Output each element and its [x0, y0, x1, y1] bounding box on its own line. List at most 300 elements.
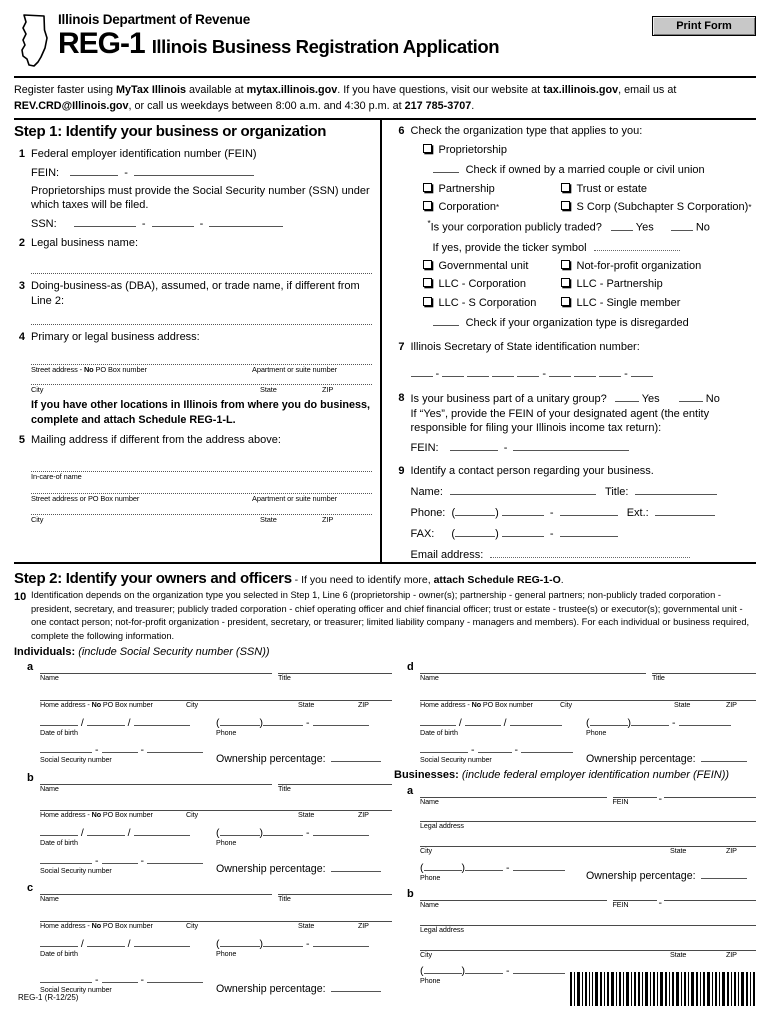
ind-b-name-caption: Name	[40, 783, 59, 793]
q2-number: 2	[18, 237, 25, 250]
biz-a-phone-area-input[interactable]	[424, 860, 462, 871]
disregarded-row	[411, 315, 757, 331]
ind-a-name-caption: Name	[40, 673, 59, 683]
q5-apt-caption: Apartment or suite number	[252, 493, 337, 503]
ind-d-ssn2-input[interactable]	[478, 742, 512, 753]
contact-fax-area-input[interactable]	[455, 526, 495, 537]
sos-number-inputs: - - -	[411, 366, 757, 382]
contact-name-label: Name:	[410, 486, 443, 499]
ind-a-ssn3-input[interactable]	[147, 742, 203, 753]
ind-b-title-caption: Title	[278, 783, 291, 793]
ind-a-home-no: No	[91, 699, 102, 709]
ind-a-ownership-input[interactable]	[331, 751, 381, 762]
disregarded-checkline[interactable]	[433, 315, 459, 326]
ind-c-ssn3-input[interactable]	[147, 972, 203, 983]
publicly-traded-yes-input[interactable]	[611, 220, 633, 231]
ind-b-phone-caption: Phone	[216, 838, 237, 848]
ind-d-name-caption: Name	[420, 673, 439, 683]
form-header	[14, 0, 756, 70]
agent-fein-suffix-input[interactable]	[513, 440, 629, 451]
sos-input-9[interactable]	[631, 366, 653, 377]
biz-b-legal-address-caption: Legal address	[420, 925, 464, 935]
ind-a-phone-area-input[interactable]	[220, 715, 260, 726]
contact-phone-label: Phone:	[410, 506, 446, 519]
label-llc-partnership: LLC - Partnership	[576, 278, 663, 291]
sos-input-4[interactable]	[492, 366, 514, 377]
ind-c-ownership-label: Ownership percentage:	[216, 982, 326, 995]
contact-fax-suffix-input[interactable]	[560, 526, 618, 537]
businesses-heading	[394, 769, 756, 781]
sos-input-2[interactable]	[442, 366, 464, 377]
checkbox-row-proprietorship	[411, 143, 757, 158]
biz-b-fein-caption: FEIN	[612, 900, 629, 910]
biz-b-fein-suffix-input[interactable]	[664, 889, 756, 901]
form-number: REG-1	[58, 26, 145, 60]
label-publicly-traded: Is your corporation publicly traded?	[430, 221, 602, 234]
illinois-state-outline-icon	[14, 12, 56, 70]
checkbox-trust-or-estate[interactable]	[561, 183, 570, 192]
step2-subtitle-schedule: attach Schedule REG-1-O	[433, 574, 561, 587]
contact-email-input[interactable]	[490, 547, 690, 558]
ind-b-ssn1-input[interactable]	[40, 853, 92, 864]
checkbox-row-llc-scorp-single	[411, 296, 757, 311]
step2-title-row	[14, 567, 756, 589]
fein-suffix-input[interactable]	[134, 165, 254, 176]
q9-number: 9	[398, 465, 405, 478]
ind-b-city-caption: City	[186, 810, 198, 820]
ind-c-home-no: No	[91, 921, 102, 931]
sos-input-3[interactable]	[467, 366, 489, 377]
ind-a-ssn2-input[interactable]	[102, 742, 138, 753]
agent-fein-prefix-input[interactable]	[450, 440, 498, 451]
sos-input-7[interactable]	[574, 366, 596, 377]
label-disregarded: Check if your organization type is disregarded	[465, 317, 689, 330]
intro-text-5: , or call us weekdays between 8:00 a.m. and 4:30 p.m. at	[128, 99, 405, 112]
biz-a-state-caption: State	[670, 846, 687, 856]
q2-label: Legal business name:	[31, 237, 139, 250]
biz-b-phone-area-input[interactable]	[424, 963, 462, 974]
intro-text-2: available at	[186, 84, 247, 96]
ind-b-dob-month-input[interactable]	[40, 825, 78, 836]
ind-d-name-input[interactable]	[420, 662, 646, 674]
barcode-icon	[568, 972, 756, 1006]
q8-fein-label: FEIN:	[410, 442, 439, 455]
individuals-note: (include Social Security number (SSN))	[78, 646, 270, 659]
q7-label: Illinois Secretary of State identification number:	[410, 341, 640, 354]
ind-b-ownership-label: Ownership percentage:	[216, 863, 326, 876]
ind-a-home-post: PO Box number	[101, 699, 153, 709]
ind-d-phone-suffix-input[interactable]	[679, 715, 731, 726]
fein-prefix-input[interactable]	[70, 165, 118, 176]
unitary-no-input[interactable]	[679, 391, 703, 402]
individual-entry-c: c Name Title Home address - No PO Box number City State ZIP / / Date of birth ( ) - Phone - - Social Security number Ownership percentage:	[40, 883, 392, 995]
ind-b-home-post: PO Box number	[101, 810, 153, 820]
biz-a-phone-prefix-input[interactable]	[465, 860, 503, 871]
ind-c-ssn-caption: Social Security number	[40, 985, 112, 995]
ind-c-phone-area-input[interactable]	[220, 936, 260, 947]
ind-a-home-caption	[40, 701, 186, 710]
q4-street-caption	[31, 365, 252, 374]
ind-c-ssn2-input[interactable]	[102, 972, 138, 983]
q4-label: Primary or legal business address:	[31, 330, 200, 343]
q3-label: Doing-business-as (DBA), assumed, or trade name, if different from Line 2:	[31, 280, 360, 307]
checkbox-governmental-unit[interactable]	[423, 260, 432, 269]
individual-entry-d: d Name Title Home address - No PO Box number City State ZIP / / Date of birth ( ) - Phone - - Social Security number Ownership percentage:	[420, 662, 756, 765]
q4-apt-caption: Apartment or suite number	[252, 364, 337, 374]
biz-a-zip-caption: ZIP	[726, 846, 737, 856]
ind-d-dob-caption: Date of birth	[420, 727, 458, 737]
ind-b-zip-caption: ZIP	[358, 810, 369, 820]
biz-b-city-input[interactable]	[420, 939, 756, 951]
married-couple-checkline[interactable]	[433, 162, 459, 173]
q1-number: 1	[18, 148, 25, 161]
biz-a-ownership-input[interactable]	[701, 868, 747, 879]
ind-b-ssn3-input[interactable]	[147, 853, 203, 864]
question-2	[14, 236, 372, 274]
checkbox-proprietorship[interactable]	[423, 144, 432, 153]
q6-number: 6	[398, 125, 405, 138]
ind-c-title-caption: Title	[278, 894, 291, 904]
step1-right-column	[382, 120, 757, 562]
ticker-row	[411, 240, 757, 256]
q4-city-caption: City	[31, 384, 44, 394]
ind-c-state-caption: State	[298, 921, 315, 931]
ind-b-state-caption: State	[298, 810, 315, 820]
ind-a-dob-caption: Date of birth	[40, 727, 78, 737]
label-publicly-traded-yes: Yes	[635, 221, 654, 234]
q5-number: 5	[18, 434, 25, 447]
ind-b-dob-caption: Date of birth	[40, 838, 78, 848]
ind-c-ownership-input[interactable]	[331, 981, 381, 992]
unitary-yes-input[interactable]	[615, 391, 639, 402]
ind-d-ownership-label: Ownership percentage:	[586, 752, 696, 765]
ind-a-home-pre: Home address -	[40, 699, 92, 709]
ind-b-ownership-input[interactable]	[331, 861, 381, 872]
ind-a-ssn-caption: Social Security number	[40, 755, 112, 765]
business-entry-a: a Name FEIN - Legal address City State ZIP ( ) - Phone Ownership percentage:	[420, 786, 756, 883]
individual-letter-d: d	[407, 661, 414, 674]
business-letter-a: a	[407, 784, 414, 797]
ind-d-phone-caption: Phone	[586, 727, 607, 737]
checkbox-llc-corporation[interactable]	[423, 278, 432, 287]
contact-name-input[interactable]	[450, 484, 596, 495]
ind-d-state-caption: State	[674, 699, 691, 709]
checkbox-llc-partnership[interactable]	[561, 278, 570, 287]
form-revision-code: REG-1 (R-12/25)	[18, 993, 79, 1002]
legal-business-name-input[interactable]	[31, 273, 372, 274]
q1-ssn-note: Proprietorships must provide the Social Security number (SSN) under which taxes will be filed.	[31, 184, 370, 212]
ind-a-phone-suffix-input[interactable]	[313, 715, 369, 726]
question-7	[394, 340, 757, 382]
ind-b-title-input[interactable]	[278, 773, 392, 785]
q1-fein-label: FEIN:	[31, 167, 60, 180]
label-llc-corporation: LLC - Corporation	[438, 278, 526, 291]
sos-input-6[interactable]	[549, 366, 571, 377]
sos-input-5[interactable]	[517, 366, 539, 377]
contact-phone-suffix-input[interactable]	[560, 505, 618, 516]
label-llc-s-corporation: LLC - S Corporation	[438, 296, 537, 309]
intro-text-3: . If you have questions, visit our website at	[337, 84, 544, 96]
biz-b-zip-caption: ZIP	[726, 949, 737, 959]
q4-state-caption: State	[260, 384, 277, 394]
ind-b-home-pre: Home address -	[40, 810, 92, 820]
question-3	[14, 279, 372, 325]
label-ticker-symbol: If yes, provide the ticker symbol	[432, 241, 587, 254]
print-form-button[interactable]: Print Form	[652, 16, 756, 36]
department-name: Illinois Department of Revenue	[58, 12, 251, 27]
q10-number: 10	[14, 591, 27, 604]
q10-instructions: Identification depends on the organization type you selected in Step 1, Line 6 (proprietorship - owner(s); partnership - general partners; non-publicly traded corporation - president, secretary, and treasurer; publicly traded corporation - chief operating officer and chief financial officer; trust or estate - trustee(s) or executor(s); governmental unit - one contact person; not-for-profit organization - president, secretary, or treasurer; limited liability company - managers and members). For each individual or business required, complete the following information.	[31, 590, 750, 641]
ind-b-ssn-caption: Social Security number	[40, 865, 112, 875]
label-trust-or-estate: Trust or estate	[576, 182, 648, 195]
q4-other-locations-note: If you have other locations in Illinois from where you do business, complete and attach Schedule REG-1-L.	[31, 399, 370, 427]
ind-c-dob-month-input[interactable]	[40, 936, 78, 947]
q5-zip-caption: ZIP	[322, 514, 334, 524]
publicly-traded-no-input[interactable]	[671, 220, 693, 231]
ssn-part3-input[interactable]	[209, 216, 283, 227]
ind-c-city-caption: City	[186, 921, 198, 931]
ind-b-dob-year-input[interactable]	[134, 825, 190, 836]
form-title: Illinois Business Registration Application	[151, 35, 500, 57]
ind-d-home-pre: Home address -	[420, 699, 472, 709]
checkbox-not-for-profit[interactable]	[561, 260, 570, 269]
ind-d-ssn-caption: Social Security number	[420, 755, 492, 765]
label-unitary-yes: Yes	[641, 392, 660, 405]
ind-c-name-caption: Name	[40, 894, 59, 904]
ind-c-home-caption	[40, 922, 186, 931]
street-cap-pre: Street address -	[31, 364, 84, 374]
checkbox-row-corporation-scorp	[411, 200, 757, 215]
ind-c-phone-prefix-input[interactable]	[263, 936, 303, 947]
ssn-part1-input[interactable]	[74, 216, 136, 227]
intro-text-6: .	[471, 99, 475, 112]
ind-b-name-input[interactable]	[40, 773, 272, 785]
ind-c-phone-suffix-input[interactable]	[313, 936, 369, 947]
q5-state-caption: State	[260, 514, 277, 524]
intro-text-1: Register faster using	[14, 84, 117, 96]
question-8: 8 Is your business part of a unitary group? Yes No If “Yes”, provide the FEIN of your designated agent (the entity responsible for filing your Illinois income tax return): FEIN: -	[394, 391, 757, 456]
contact-ext-label: Ext.:	[626, 506, 649, 519]
individual-letter-b: b	[27, 771, 34, 784]
ind-c-name-input[interactable]	[40, 883, 272, 895]
ind-d-title-caption: Title	[652, 673, 665, 683]
checkbox-llc-s-corporation[interactable]	[423, 297, 432, 306]
business-entry-b: b Name FEIN - Legal address City State ZIP ( ) - Phone	[420, 889, 756, 986]
q5-incare-caption: In-care-of name	[31, 472, 82, 482]
q8-number: 8	[398, 391, 405, 404]
step2-title: Step 2: Identify your owners and officers	[14, 570, 292, 588]
question-6	[394, 124, 757, 331]
biz-a-ownership-label: Ownership percentage:	[586, 870, 696, 883]
ind-d-dob-day-input[interactable]	[465, 715, 501, 726]
ind-a-dob-year-input[interactable]	[134, 715, 190, 726]
biz-b-name-caption: Name	[420, 900, 439, 910]
tax-url[interactable]: tax.illinois.gov	[543, 84, 619, 96]
biz-a-fein-suffix-input[interactable]	[664, 786, 756, 798]
biz-b-phone-caption: Phone	[420, 976, 441, 986]
ind-c-ssn1-input[interactable]	[40, 972, 92, 983]
checkbox-corporation[interactable]	[423, 201, 432, 210]
publicly-traded-row	[411, 219, 757, 236]
step2-subtitle-c: .	[560, 574, 564, 587]
q5-street-caption: Street address or PO Box number	[31, 493, 140, 503]
ind-a-dob-month-input[interactable]	[40, 715, 78, 726]
ind-c-home-pre: Home address -	[40, 921, 92, 931]
checkbox-row-partnership-trust	[411, 182, 757, 197]
biz-a-name-caption: Name	[420, 796, 439, 806]
q5-label: Mailing address if different from the address above:	[31, 434, 281, 447]
publicly-traded-asterisk: *	[427, 219, 431, 228]
biz-b-phone-prefix-input[interactable]	[465, 963, 503, 974]
q8-unitary-row	[411, 391, 757, 407]
businesses-label: Businesses:	[394, 768, 459, 781]
street-cap-no: No	[83, 364, 94, 374]
individuals-label: Individuals:	[14, 646, 76, 659]
ind-a-ssn1-input[interactable]	[40, 742, 92, 753]
q1-label: Federal employer identification number (FEIN)	[31, 148, 257, 161]
email-address-link[interactable]: REV.CRD@Illinois.gov	[14, 99, 129, 112]
ind-d-phone-prefix-input[interactable]	[631, 715, 669, 726]
ind-d-zip-caption: ZIP	[726, 699, 737, 709]
q9-label: Identify a contact person regarding your business.	[410, 465, 654, 478]
ind-d-ssn1-input[interactable]	[420, 742, 468, 753]
corporation-asterisk: *	[495, 203, 500, 213]
ind-b-phone-suffix-input[interactable]	[313, 825, 369, 836]
ind-b-phone-prefix-input[interactable]	[263, 825, 303, 836]
contact-fax-prefix-input[interactable]	[502, 526, 544, 537]
label-unitary-no: No	[705, 392, 720, 405]
mytax-url[interactable]: mytax.illinois.gov	[246, 84, 338, 96]
contact-phone-area-input[interactable]	[455, 505, 495, 516]
ind-d-home-caption	[420, 701, 560, 710]
sos-input-8[interactable]	[599, 366, 621, 377]
biz-a-fein-caption: FEIN	[612, 796, 629, 806]
ind-d-phone-area-input[interactable]	[590, 715, 628, 726]
contact-title-label: Title:	[605, 486, 629, 499]
ind-a-phone-prefix-input[interactable]	[263, 715, 303, 726]
contact-phone-prefix-input[interactable]	[502, 505, 544, 516]
ind-b-phone-area-input[interactable]	[220, 825, 260, 836]
biz-b-legal-address-input[interactable]	[420, 914, 756, 926]
contact-title-input[interactable]	[635, 484, 717, 495]
biz-a-phone-suffix-input[interactable]	[513, 860, 565, 871]
ind-b-ssn2-input[interactable]	[102, 853, 138, 864]
biz-b-name-input[interactable]	[420, 889, 607, 901]
checkbox-row-llc-corp-part	[411, 277, 757, 292]
ssn-part2-input[interactable]	[152, 216, 194, 227]
biz-a-legal-address-caption: Legal address	[420, 821, 464, 831]
ind-a-name-input[interactable]	[40, 662, 272, 674]
ind-d-home-post: PO Box number	[481, 699, 533, 709]
q4-zip-caption: ZIP	[322, 384, 334, 394]
step1-title: Step 1: Identify your business or organization	[14, 123, 327, 141]
q3-number: 3	[18, 280, 25, 293]
ind-d-home-no: No	[471, 699, 482, 709]
individual-letter-c: c	[27, 882, 34, 895]
label-s-corp: S Corp (Subchapter S Corporation)	[576, 201, 749, 214]
biz-a-phone-caption: Phone	[420, 872, 441, 882]
individual-entry-b: b Name Title Home address - No PO Box number City State ZIP / / Date of birth ( ) - Phone - - Social Security number Ownership percentage:	[40, 773, 392, 876]
ind-d-ownership-input[interactable]	[701, 751, 747, 762]
q5-city-caption: City	[31, 514, 44, 524]
ind-a-dob-day-input[interactable]	[87, 715, 125, 726]
step1-section	[14, 118, 756, 564]
ind-b-home-caption	[40, 811, 186, 820]
checkbox-llc-single-member[interactable]	[561, 297, 570, 306]
ind-d-ssn3-input[interactable]	[521, 742, 573, 753]
biz-a-city-input[interactable]	[420, 835, 756, 847]
question-5	[14, 433, 372, 524]
ind-a-state-caption: State	[298, 699, 315, 709]
step2-section	[14, 564, 756, 995]
step2-subtitle-a: - If you need to identify more,	[291, 574, 434, 587]
biz-a-legal-address-input[interactable]	[420, 810, 756, 822]
label-publicly-traded-no: No	[695, 221, 710, 234]
contact-fax-label: FAX:	[410, 527, 435, 540]
contact-ext-input[interactable]	[655, 505, 715, 516]
dba-name-input[interactable]	[31, 324, 372, 325]
biz-b-phone-suffix-input[interactable]	[513, 963, 565, 974]
ind-d-dob-year-input[interactable]	[510, 715, 562, 726]
label-proprietorship: Proprietorship	[438, 143, 507, 156]
q4-number: 4	[18, 330, 25, 343]
individual-letter-a: a	[27, 661, 34, 674]
ind-c-dob-day-input[interactable]	[87, 936, 125, 947]
ticker-symbol-input[interactable]	[594, 240, 680, 251]
checkbox-row-gov-nfp	[411, 259, 757, 274]
q8-designated-agent-note: If “Yes”, provide the FEIN of your designated agent (the entity responsible for filing your Illinois income tax return):	[410, 407, 710, 435]
ind-d-dob-month-input[interactable]	[420, 715, 456, 726]
ind-d-title-input[interactable]	[652, 662, 756, 674]
business-letter-b: b	[407, 888, 414, 901]
intro-text-4: , email us at	[618, 84, 677, 96]
biz-a-city-caption: City	[420, 846, 432, 856]
label-governmental-unit: Governmental unit	[438, 259, 529, 272]
ind-c-zip-caption: ZIP	[358, 921, 369, 931]
question-4	[14, 330, 372, 429]
ind-a-ownership-label: Ownership percentage:	[216, 752, 326, 765]
intro-paragraph	[14, 78, 756, 118]
ind-d-city-caption: City	[560, 699, 572, 709]
ind-c-dob-caption: Date of birth	[40, 948, 78, 958]
contact-email-label: Email address:	[410, 548, 484, 561]
checkbox-partnership[interactable]	[423, 183, 432, 192]
q6-label: Check the organization type that applies to you:	[410, 125, 643, 138]
q8-label: Is your business part of a unitary group?	[410, 392, 607, 405]
ind-b-home-no: No	[91, 810, 102, 820]
checkbox-s-corp[interactable]	[561, 201, 570, 210]
ind-a-title-caption: Title	[278, 673, 291, 683]
individuals-left-column	[14, 659, 392, 995]
ind-c-title-input[interactable]	[278, 883, 392, 895]
individuals-heading	[14, 646, 756, 658]
biz-a-name-input[interactable]	[420, 786, 607, 798]
q7-number: 7	[398, 341, 405, 354]
sos-input-1[interactable]	[411, 366, 433, 377]
ind-a-city-caption: City	[186, 699, 198, 709]
question-1: 1 Federal employer identification number (FEIN) FEIN: - Proprietorships must provide the Social Security number (SSN) under which taxes will be filed. SSN: - -	[14, 147, 372, 231]
ind-c-dob-year-input[interactable]	[134, 936, 190, 947]
ind-c-phone-caption: Phone	[216, 948, 237, 958]
label-corporation: Corporation	[438, 201, 496, 214]
biz-b-city-caption: City	[420, 949, 432, 959]
ind-a-title-input[interactable]	[278, 662, 392, 674]
label-married-couple: Check if owned by a married couple or civil union	[465, 164, 705, 177]
label-llc-single-member: LLC - Single member	[576, 296, 681, 309]
question-9: 9 Identify a contact person regarding your business. Name: Title: Phone: ( ) - Ext.: FAX: ( ) - Email address:	[394, 464, 757, 562]
ind-b-dob-day-input[interactable]	[87, 825, 125, 836]
mytax-illinois-label: MyTax Illinois	[116, 84, 187, 96]
